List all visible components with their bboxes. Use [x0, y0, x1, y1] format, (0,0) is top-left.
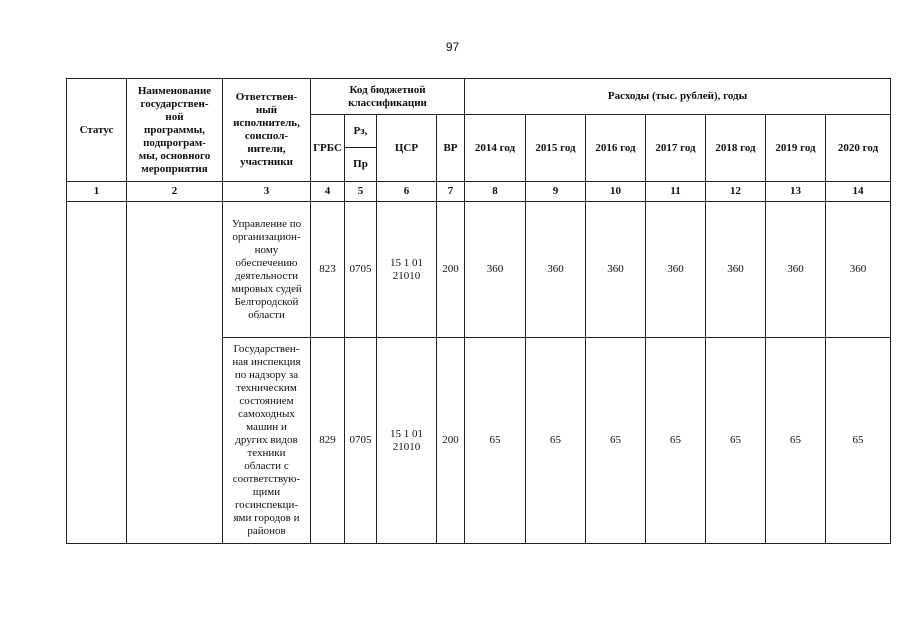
- expense-cell: 65: [526, 338, 586, 544]
- column-number: 9: [526, 182, 586, 202]
- header-executor: Ответствен- ный исполнитель, соиспол- нители, участники: [223, 79, 311, 182]
- expense-cell: 65: [465, 338, 526, 544]
- header-status: Статус: [67, 79, 127, 182]
- header-vr: ВР: [437, 115, 465, 182]
- grbs-cell: 823: [311, 202, 345, 338]
- table-row: [67, 202, 891, 338]
- program-name-cell: [127, 202, 223, 544]
- header-row-1: [67, 79, 891, 115]
- expense-cell: 65: [826, 338, 891, 544]
- expense-cell: 65: [646, 338, 706, 544]
- header-year-2014: 2014 год: [465, 115, 526, 182]
- page-number: 97: [445, 40, 460, 54]
- status-cell: [67, 202, 127, 544]
- header-program-name: Наименование государствен- ной программы, подпрограм- мы, основного мероприятия: [127, 79, 223, 182]
- header-expenses: Расходы (тыс. рублей), годы: [465, 79, 891, 115]
- expense-cell: 360: [646, 202, 706, 338]
- rzpr-cell: 0705: [345, 202, 377, 338]
- csr-cell: 15 1 01 21010: [377, 338, 437, 544]
- header-year-2020: 2020 год: [826, 115, 891, 182]
- column-number: 5: [345, 182, 377, 202]
- header-pr: Пр: [345, 148, 377, 182]
- vr-cell: 200: [437, 338, 465, 544]
- column-number: 3: [223, 182, 311, 202]
- column-number: 4: [311, 182, 345, 202]
- header-budget-code: Код бюджетной классификации: [311, 79, 465, 115]
- header-year-2018: 2018 год: [706, 115, 766, 182]
- vr-cell: 200: [437, 202, 465, 338]
- expense-cell: 360: [586, 202, 646, 338]
- expense-cell: 65: [766, 338, 826, 544]
- column-number: 2: [127, 182, 223, 202]
- header-year-2017: 2017 год: [646, 115, 706, 182]
- column-number: 14: [826, 182, 891, 202]
- executor-cell: Государствен- ная инспекция по надзору за техническим состоянием самоходных машин и других видов техники области с соответствую- щими госинспекци- ями городов и районов: [223, 338, 311, 544]
- expense-cell: 65: [586, 338, 646, 544]
- column-number: 8: [465, 182, 526, 202]
- expense-cell: 360: [706, 202, 766, 338]
- header-rz: Рз,: [345, 115, 377, 148]
- expense-cell: 360: [766, 202, 826, 338]
- column-number: 11: [646, 182, 706, 202]
- expense-cell: 360: [526, 202, 586, 338]
- column-number: 13: [766, 182, 826, 202]
- expense-cell: 65: [706, 338, 766, 544]
- header-csr: ЦСР: [377, 115, 437, 182]
- expense-cell: 360: [826, 202, 891, 338]
- rzpr-cell: 0705: [345, 338, 377, 544]
- column-number: 6: [377, 182, 437, 202]
- budget-table: [66, 78, 891, 544]
- header-grbs: ГРБС: [311, 115, 345, 182]
- column-number: 10: [586, 182, 646, 202]
- csr-cell: 15 1 01 21010: [377, 202, 437, 338]
- column-number: 1: [67, 182, 127, 202]
- column-number: 12: [706, 182, 766, 202]
- column-number: 7: [437, 182, 465, 202]
- expense-cell: 360: [465, 202, 526, 338]
- grbs-cell: 829: [311, 338, 345, 544]
- header-year-2015: 2015 год: [526, 115, 586, 182]
- executor-cell: Управление по организацион- ному обеспечению деятельности мировых судей Белгородской области: [223, 202, 311, 338]
- header-year-2016: 2016 год: [586, 115, 646, 182]
- column-number-row: [67, 182, 891, 202]
- header-year-2019: 2019 год: [766, 115, 826, 182]
